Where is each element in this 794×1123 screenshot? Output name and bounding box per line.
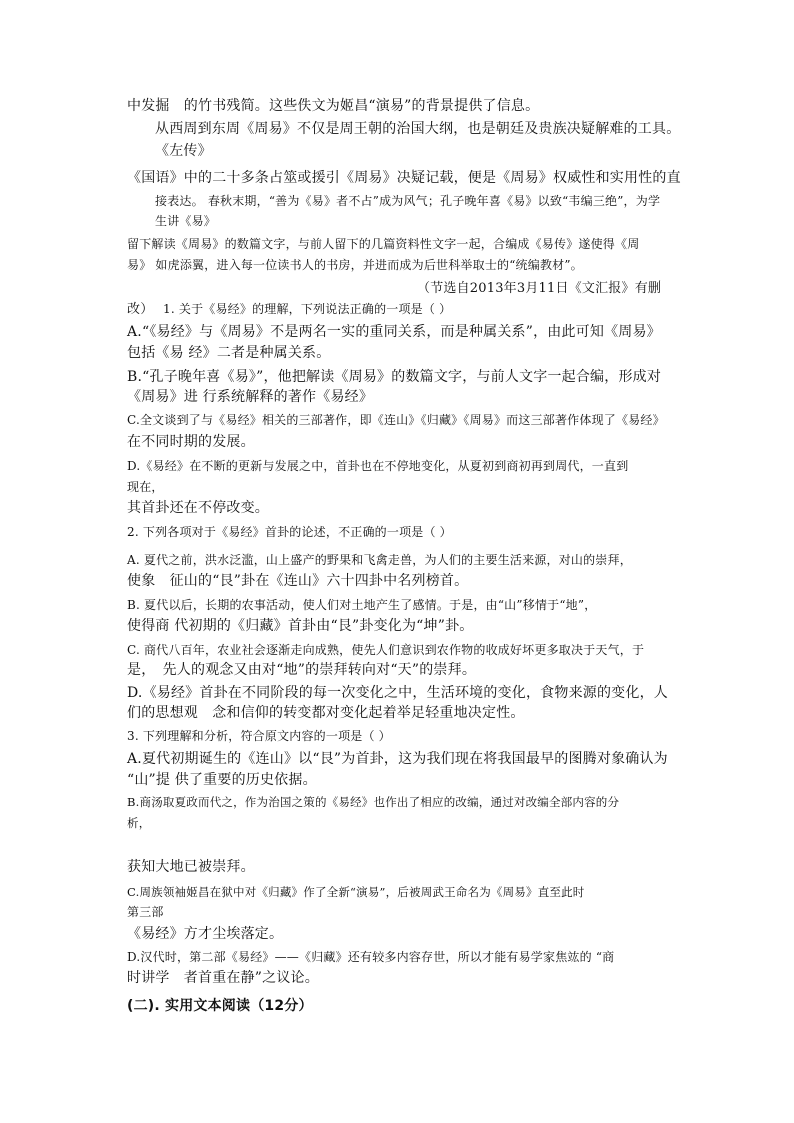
passage-line: 接表达。 春秋末期，“善为《易》者不占”成为风气；孔子晚年喜《易》以致“韦编三绝”，为学 — [155, 194, 661, 208]
q2-option-d: 们的思想观 念和信仰的转变都对变化起着举足轻重地决定性。 — [127, 705, 525, 721]
q3-option-c: 第三部 — [127, 905, 164, 919]
q3-option-d: D.汉代时，第二部《易经》——《归藏》还有较多内容存世，所以才能有易学家焦竑的 “商 — [127, 950, 615, 964]
q2-option-c: C. 商代八百年，农业社会逐渐走向成熟，使先人们意识到农作物的收成好坏更多取决于天气，于 — [127, 643, 645, 657]
q1-option-a: 包括《易 经》二者是种属关系。 — [127, 345, 331, 361]
question-1-stem: 1. 关于《易经》的理解，下列说法正确的一项是（ ） — [163, 302, 452, 316]
q3-option-a: “山”提 供了重要的历史依据。 — [127, 772, 317, 788]
q1-option-d: 现在， — [127, 480, 164, 494]
passage-line: 中发掘 的竹书残简。这些佚文为姬昌“演易”的背景提供了信息。 — [127, 98, 540, 114]
q1-option-b: B.“孔子晚年喜《易》”，他把解读《周易》的数篇文字，与前人文字一起合编，形成对 — [127, 369, 662, 385]
q1-option-a: A.“《易经》与《周易》不是两名一实的重同关系，而是种属关系”，由此可知《周易》 — [127, 324, 661, 340]
q3-option-b: 获知大地已被崇拜。 — [127, 859, 255, 875]
question-3-stem: 3. 下列理解和分析，符合原文内容的一项是（ ） — [127, 729, 391, 743]
q1-option-c: 在不同时期的发展。 — [127, 434, 255, 450]
q3-option-a: A.夏代初期诞生的《连山》以“艮”为首卦，这为我们现在将我国最早的图腾对象确认为 — [127, 751, 668, 767]
q2-option-b: B. 夏代以后，长期的农事活动，使人们对土地产生了感情。于是，由“山”移情于“地”， — [127, 598, 597, 612]
source-citation: 改） — [127, 302, 154, 317]
q3-option-b: B.商汤取夏政而代之，作为治国之策的《易经》也作出了相应的改编，通过对改编全部内容的分 — [127, 795, 620, 809]
q3-option-d: 时讲学 者首重在静”之议论。 — [127, 970, 319, 986]
q2-option-a: 使象 征山的“艮”卦在《连山》六十四卦中名列榜首。 — [127, 573, 469, 589]
passage-line: 《左传》 — [155, 143, 212, 159]
passage-line: 《国语》中的二十多条占筮或援引《周易》决疑记载，便是《周易》权威性和实用性的直 — [127, 170, 681, 186]
q2-option-a: A. 夏代之前，洪水泛滥，山上盛产的野果和飞禽走兽，为人们的主要生活来源，对山的崇拜， — [127, 553, 632, 567]
q1-option-d: 其首卦还在不停改变。 — [127, 500, 269, 516]
q3-option-c: 《易经》方才尘埃落定。 — [127, 926, 284, 942]
q3-option-b: 析， — [127, 816, 151, 830]
q1-option-d: D.《易经》在不断的更新与发展之中，首卦也在不停地变化，从夏初到商初再到周代，一直到 — [127, 459, 629, 473]
q2-option-d: D.《易经》首卦在不同阶段的每一次变化之中，生活环境的变化，食物来源的变化，人 — [127, 685, 668, 701]
passage-line: 易》 如虎添翼，进入每一位读书人的书房，并进而成为后世科举取士的“统编教材”。 — [127, 258, 583, 272]
q2-option-b: 使得商 代初期的《归藏》首卦由“艮”卦变化为“坤”卦。 — [127, 618, 474, 634]
source-citation: （节选自2013年3月11日《文汇报》有删 — [417, 281, 662, 296]
passage-line: 生讲《易》 — [155, 214, 217, 228]
q3-option-c: C.周族领袖姬昌在狱中对《归藏》作了全新“演易”，后被周武王命名为《周易》直至此时 — [127, 885, 585, 899]
question-2-stem: 2. 下列各项对于《易经》首卦的论述，不正确的一项是（ ） — [127, 525, 452, 539]
passage-line: 从西周到东周《周易》不仅是周王朝的治国大纲，也是朝廷及贵族决疑解难的工具。 — [155, 121, 681, 137]
q1-option-c: C.全文谈到了与《易经》相关的三部著作，即《连山》《归藏》《周易》而这三部著作体现了《易经》 — [127, 413, 665, 427]
q1-option-b: 《周易》进 行系统解释的著作《易经》 — [127, 389, 374, 405]
passage-line: 留下解读《周易》的数篇文字，与前人留下的几篇资料性文字一起，合编成《易传》遂使得《周 — [127, 237, 640, 251]
section-heading: (二). 实用文本阅读（12分） — [127, 998, 313, 1014]
q2-option-c: 是， 先人的观念又由对“地”的崇拜转向对“天”的崇拜。 — [127, 662, 477, 678]
